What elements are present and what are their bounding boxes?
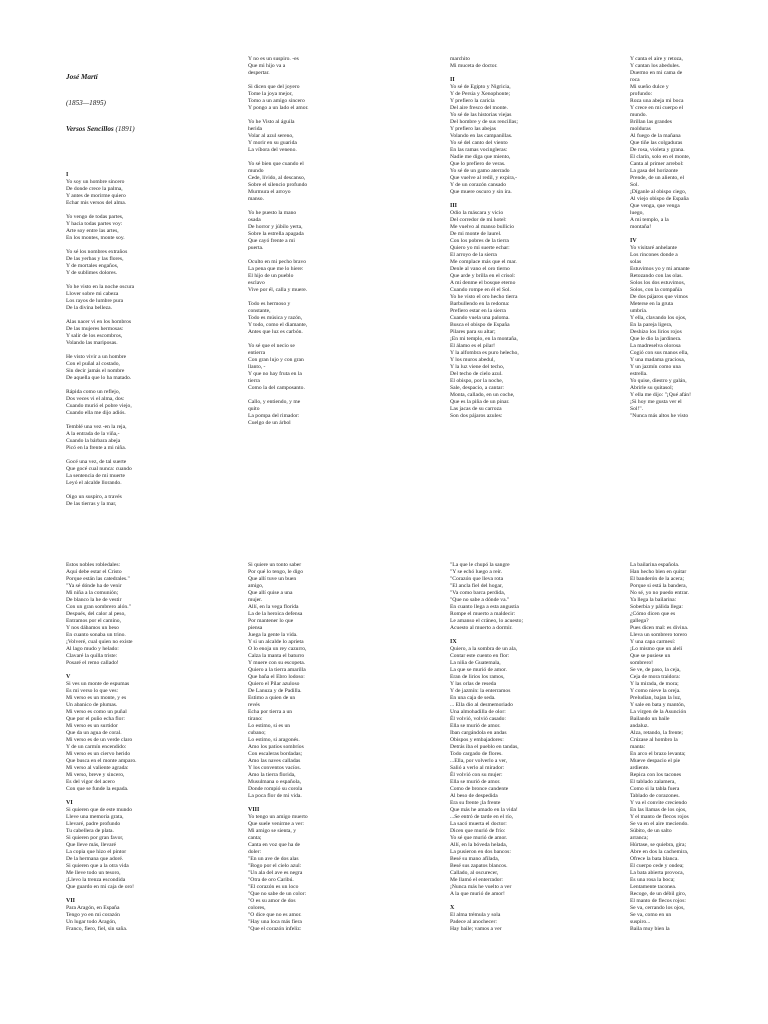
stanza: Yo visitaré anhelante Los rincones donde a solas Estuvimos yo y mi amante Retozando con las olas. Solos los dos estuvimos, Solos, con la compañía De dos pájaros que vimos Meterse en la gruta umbría. Y ella, clavando los ojos, En la pareja ligera, Deshizo los lirios rojos Que le dio la jardinera. La madreselva olorosa Cogió con sus manos ella, Y una madama graciosa, Y un jazmín como una estrella. Yo quise, diestro y galán, Abrirle su quitasol; Y ella me dijo: "¡Qué afán! ¡Si hoy me gusta ver el Sol!". "Nunca más altos he visto <box>630 245 691 419</box>
stanza: Alas nacer vi en los hombros De las mujeres hermosas: Y salir de los escombros, Volando las mariposas. <box>66 318 132 346</box>
section-number: VIII <box>248 807 260 813</box>
author-dates: (1853—1895) <box>66 98 106 107</box>
stanza: marchito Mi muceta de doctor. <box>450 56 498 69</box>
stanza: "La que le chupó la sangre "Y se echó luego a reír. "Corazón que lleva rota "El ancla fiel del hogar, "Va como barca perdida, "Que no sabe a dónde va." En cuanto llega a esta angustia Rompe el muerto a maldecir: Le amanso el cráneo, lo acuesto; Acuesto al muerto a dormir. <box>450 562 523 631</box>
stanza: Yo soy un hombre sincero De donde crece la palma, Y antes de morirme quiero Echar mis versos del alma. <box>66 178 127 206</box>
page-top-spread <box>0 0 768 507</box>
section-number: VII <box>66 898 76 904</box>
stanza: La bailarina española. Han hecho bien en quitar El banderón de la acera; Porque si está la bandera, No sé, yo no puedo entrar. Ya llega la bailarina: Soberbia y pálida llega: ¿Cómo dicen que es gallega? Pues dicen mal: es divina. Lleva un sombrero torero Y una capa carmesí: ¡Lo mismo que un alelí Que se pusiese un sombrero! Se ve, de paso, la ceja, Ceja de mora traidora: Y la mirada, de mora; Y como nieve la oreja. Preludian, bajan la luz, Y sale en bata y mantón, La virgen de la Asunción Bailando un baile andaluz. Alza, retando, la frente; Crúzase al hombro la manta: En arco el brazo levanta; Mueve despacio el pie ardiente. Repica con los tacones El tablado zalamera, Como si la tabla fuera Tablado de corazones. Y va el convite creciendo En las llamas de los ojos, Y el manto de flecos rojos Se va en el aire meciendo. Súbito, de un salto arranca; Húrtase, se quiebra, gira; Abre en dos la cachemira, Ofrece la bata blanca. El cuerpo cede y ondea; La bata abierta provoca, Es una rosa la boca; Lentamente taconea. Recoge, de un débil giro, El manto de flecos rojos: Se va, cerrando los ojos, Se va, como en un suspiro... Baila muy bien la <box>630 562 689 932</box>
stanza: Y no es un suspiro. -es Que mi hijo va a despertar. <box>248 56 299 76</box>
stanza: Temblé una vez -en la reja, A la entrada de la viña,- Cuando la bárbara abeja Picó en la frente a mi niña. <box>66 423 127 451</box>
section-number: VI <box>66 800 73 806</box>
column-7 <box>450 548 588 947</box>
column-text <box>248 562 386 933</box>
column-text <box>630 562 768 933</box>
section-number: II <box>450 77 455 83</box>
stanza: He visto vivir a un hombre Con el puñal al costado, Sin decir jamás el nombre De aquella que lo ha matado. <box>66 353 132 381</box>
section-number: IV <box>630 238 637 244</box>
stanza: Yo sé los nombres extraños De las yerbas y las flores, Y de mortales engaños, Y de sublimes dolores. <box>66 248 128 276</box>
page-bottom-spread <box>0 512 768 1012</box>
column-text <box>450 562 588 933</box>
stanza: Callo, y entiendo, y me quito La pompa del rimador: Cuelgo de un árbol <box>248 399 301 426</box>
stanza: Rápida como un reflejo, Dos veces vi el alma, dos: Cuando murió el pobre viejo, Cuando ella me dijo adiós. <box>66 388 132 416</box>
column-text <box>66 562 204 933</box>
column-text <box>450 56 588 420</box>
stanza: Si dicen que del joyero Tome la joya mejor, Tomo a un amigo sincero Y pongo a un lado el amor. <box>248 84 309 111</box>
column-8 <box>630 548 768 947</box>
book-title: Versos Sencillos <box>66 124 114 133</box>
stanza: Yo tengo un amigo muerto Que suele venirme a ver: Mi amigo se sienta, y canta; Canta en voz que ha de doler: "En un ave de dos alas "Bogo por el cielo azul: "Un ala del ave es negra "Otra de oro Caribú. "El corazón es un loco "Que no sabe de un color: "O es su amor de dos colores, "O dice que no es amor. "Hay una loca más fiera "Que el corazón infeliz: <box>248 814 308 932</box>
stanza: Oculto en mi pecho bravo La pena que me lo hiere: El hijo de un pueblo esclavo Vive por él, calla y muere. <box>248 259 308 293</box>
stanza: Gocé una vez, de tal suerte Que gocé cual nunca: cuando La sentencia de mi muerte Leyó el alcalde llorando. <box>66 458 132 486</box>
stanza: Si ves un monte de espumas Es mi verso lo que ves: Mi verso es un monte, y es Un abanico de plumas. Mi verso es como un puñal Que por el puño echa flor: Mi verso es un surtidor Que da un agua de coral. Mi verso es de un verde claro Y de un carmín encendido: Mi verso es un ciervo herido Que busca en el monte amparo. Mi verso al valiente agrada: Mi verso, breve y sincero, Es del vigor del acero Con que se funde la espada. <box>66 681 137 792</box>
stanza: Yo sé que el necio se entierra Con gran lujo y con gran llanto, - Y que no hay fruta en la tierra Como la del camposanto. <box>248 343 305 391</box>
stanza: Yo sé de Egipto y Nigricia, Y de Persia y Xenophonte; Y prefiero la caricia Del aire fresco del monte. Yo sé de las historias viejas Del hombre y de sus rencillas; Y prefiero las abejas Volando en las campanillas. Yo sé del canto del viento En las ramas vocingleras: Nadie me diga que miento, Que lo prefiero de veras. Yo sé de un gamo aterrado Que vuelve al redil, y expira,- Y de un corazón cansado Que muere oscuro y sin ira. <box>450 84 518 195</box>
section-number: X <box>450 905 455 911</box>
poem-header <box>66 56 204 151</box>
stanza: Estos nobles robledales: Aquí debe estar el Cristo Porque están las catedrales." "Ya sé dónde ha de venir Mi niña a la comunión; De blanco la he de vestir Con un gran sombrero alón." Después, del calor al peso, Entramos por el camino, Y nos dábamos un beso En cuanto sonaba un trino. ¡Volveré, cual quien no existe Al lago mudo y helado: Clavaré la quilla triste: Posaré el remo callado! <box>66 562 133 666</box>
stanza: Yo sé bien que cuando el mundo Cede, lívido, al descanso, Sobre el silencio profundo Murmura el arroyo manso. <box>248 161 308 202</box>
book-year: (1891) <box>115 124 135 133</box>
stanza: Y canta el aire y retoza, Y cantan los abedules. Duermo en mi cama de roca Mi sueño dulce y profundo: Roza una abeja mi boca Y crece en mi cuerpo el mundo. Brillan las grandes molduras Al fuego de la mañana Que tiñe las colgaduras De rosa, violeta y grana. El clarín, solo en el monte, Canta al primer arrebol: La gasa del horizonte Prende, de un aliento, el Sol. ¡Díganle al obispo ciego, Al viejo obispo de España Que venga, que venga luego, A mi templo, a la montaña! <box>630 56 691 230</box>
column-text <box>630 56 768 420</box>
column-2 <box>248 42 386 441</box>
column-text <box>248 56 386 427</box>
section-number: I <box>66 171 69 178</box>
stanza: Yo vengo de todas partes, Y hacia todas partes voy: Arte soy entre las artes, En los montes, monte soy. <box>66 213 125 241</box>
stanza: El alma trémula y sola Padece al anochecer: Hay baile; vamos a ver <box>450 912 502 932</box>
section-number: III <box>450 203 458 209</box>
stanza: Quiero, a la sombra de un ala, Contar este cuento en flor: La niña de Guatemala, La que se murió de amor. Eran de lirios los ramos, Y las orlas de reseda Y de jazmín: la enterramos En una caja de seda. ... Ella dio al desmemoriado Una almohadilla de olor: Él volvió, volvió casado: Ella se murió de amor. Iban cargándola en andas Obispos y embajadores: Detrás iba el pueblo en tandas, Todo cargado de flores. ...Ella, por volverlo a ver, Salió a verlo al mirador: Él volvió con su mujer: Ella se murió de amor. Como de bronce candente Al beso de despedida Era su frente ¡la frente Que más he amado en la vida! ...Se entró de tarde en el río, La sacó muerta el doctor: Dicen que murió de frío: Yo sé que murió de amor. Allí, en la bóveda helada, La pusieron en dos bancos: Besé su mano afilada, Besé sus zapatos blancos. Callado, al oscurecer, Me llamó el enterrador: ¡Nunca más he vuelto a ver A la que murió de amor! <box>450 646 519 897</box>
column-6 <box>248 548 386 947</box>
stanza: Oigo un suspiro, a través De las tierras y la mar, <box>66 493 122 507</box>
stanza: Si quieren que de este mundo Lleve una memoria grata, Llevaré, padre profundo Tu cabellera de plata. Si quieren por gran favor, Que lleve más, llevaré La copia que hizo el pintor De la hermana que adoré. Si quieren que a la otra vida Me lleve todo un tesoro, ¡Llevo la trenza escondida Que guardo en mi caja de oro! <box>66 807 135 890</box>
author-name: José Martí <box>66 73 98 82</box>
stanza: Odio la máscara y vicio Del corredor de mi hotel: Me vuelvo al manso bullicio De mi monte de laurel. Con los pobres de la tierra Quiero yo mi suerte echar: El arroyo de la sierra Me complace más que el mar. Denle al vano el oro tierno Que arde y brilla en el crisol: A mí denme el bosque eterno Cuando rompe en él el Sol. Yo he visto el oro hecho tierra Barbullendo en la redoma: Prefiero estar en la sierra Cuando vuela una paloma. Busca el obispo de España Pilares para su altar; ¡En mi templo, en la montaña, El álamo es el pilar! Y la alfombra es puro helecho, Y los muros abedul, Y la luz viene del techo, Del techo de cielo azul. El obispo, por la noche, Sale, despacio, a cantar: Monta, callado, en un coche, Que es la piña de un pinar. Las jacas de su carroza Son dos pájaros azules: <box>450 210 519 419</box>
stanza: Todo es hermoso y constante, Todo es música y razón, Y todo, como el diamante, Antes que luz es carbón. <box>248 301 308 335</box>
stanza: Yo he visto en la noche oscura Llover sobre mi cabeza Los rayos de lumbre pura De la divina belleza. <box>66 283 135 311</box>
stanza: Para Aragón, en España Tengo yo en mi corazón Un lugar todo Aragón, Franco, fiero, fiel, sin saña. <box>66 905 128 932</box>
stanza: Yo he Visto al águila herida Volar al azul sereno, Y morir en su guarida La víbora del veneno. <box>248 119 297 153</box>
stanza: Si quiere un tonto saber Por qué lo tengo, le digo Que allí tuve un buen amigo, Que allí quise a una mujer. Allí, en la vega florida La de la heroica defensa Por mantener lo que piensa Juega la gente la vida. Y si un alcalde lo aprieta O lo enoja un rey cazurro, Calza la manta el baturro Y muere con su escopeta. Quiero a la tierra amarilla Que baña el Ebro lodoso: Quiero el Pilar azuloso De Lanuza y de Padilla. Estimo a quien de un revés Echa por tierra a un tirano: Lo estimo, si es un cubano; Lo estimo, si aragonés. Amo los patios sombríos Con escaleras bordadas; Amo las naves calladas Y los conventos vacíos. Amo la tierra florida, Musulmana o española, Donde rompió su corola La poca flor de mi vida. <box>248 562 307 799</box>
column-4 <box>630 42 768 434</box>
column-3 <box>450 42 588 434</box>
section-number: IX <box>450 639 457 645</box>
column-5 <box>66 548 204 947</box>
stanza: Yo he puesto la mano osada De horror y júbilo yerta, Sobre la estrella apagada Que cayó frente a mi puerta. <box>248 210 304 251</box>
column-1 <box>66 42 204 522</box>
column-text <box>66 172 204 508</box>
section-number: V <box>66 674 71 680</box>
